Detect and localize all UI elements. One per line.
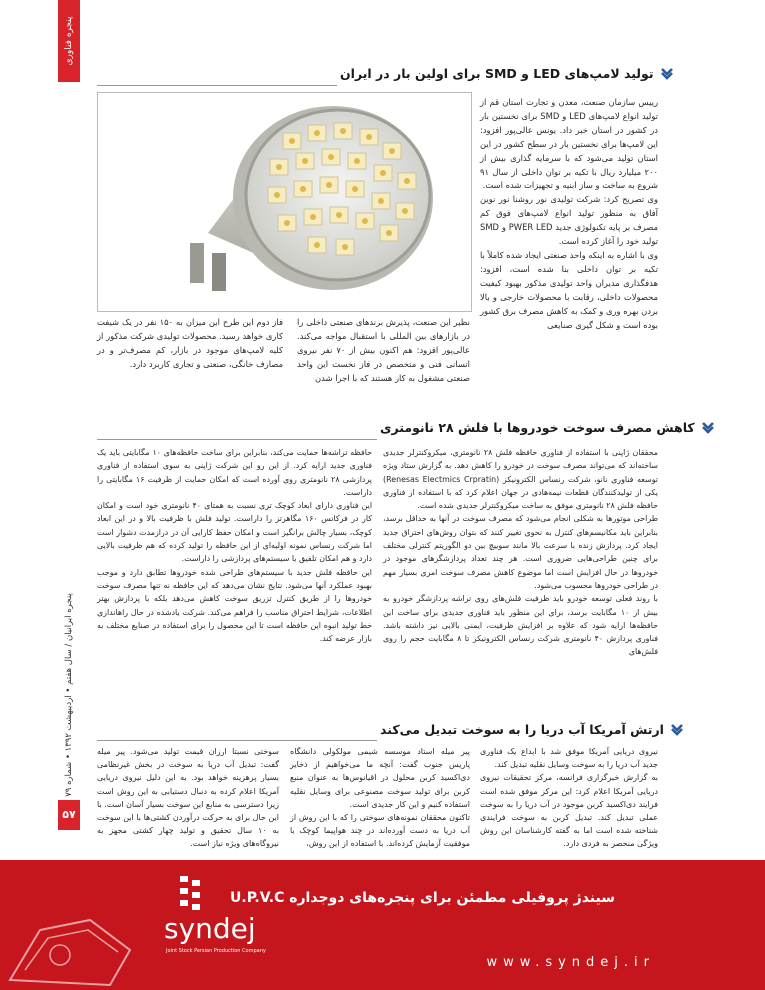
chevron-down-icon	[701, 420, 715, 434]
ad-website: www.syndej.ir	[486, 955, 655, 970]
logo-subtitle: Joint Stock Persian Production Company	[166, 948, 266, 954]
article1-column-right: رییس سازمان صنعت، معدن و تجارت استان قم از تولید انواع لامپ‌های LED و SMD برای نخستین بار در کشور در استان خبر داد. یونس عالی‌پور افزود: این لامپ‌ها برای نخستین بار در سطح کشور در این استان تولید می‌شود که با سرمایه گذاری بیش از ۲۰۰ میلیارد ریال با تکیه بر توان داخلی از سال ۹۱ شروع به ساخت و ساز ابنیه و تجهیزات شده است. وی تصریح کرد: شرکت تولیدی نور روشنا نور نوین آفاق به منظور تولید انواع لامپ‌های فوق کم مصرف بر پایه تکنولوژی جدید PWER LED و SMD تولید خود را آغاز کرده است. وی با اشاره به اینکه واحد صنعتی ایجاد شده کاملاً با تکیه بر توان داخلی بنا شده است، افزود: هدفگذاری مدیران واحد تولیدی مذکور بهبود کیفیت محصولات داخلی، رقابت با محصولات خارجی و بالا بردن بهره وری و کمک به کاهش مصرف برق کشور بوده است و شکل گیری صنایعی	[480, 97, 658, 330]
section-tab-label: پنجره فناوری	[64, 16, 74, 66]
led-lamp-image	[98, 93, 471, 311]
syndej-logo	[150, 872, 266, 978]
chevron-down-icon	[670, 722, 684, 736]
page-number: ۵۷	[58, 800, 80, 830]
article3-column-middle: پیر میله استاد موسسه شیمی مولکولی دانشگاه پاریس جنوب گفت: آنچه ما می‌خواهیم از ذخایر دی‌اکسید کربن محلول در اقیانوس‌ها به عنوان منبع کربن برای تولید سوخت مصنوعی برای وسایل نقلیه استفاده کنیم و این کار جدیدی است. تاکنون محققان نمونه‌های سوختی را که با این روش از آب دریا به دست آورده‌اند در چند هواپیما کوچک با موفقیت آزمایش کرده‌اند. با استفاده از این روش،	[290, 747, 470, 849]
chevron-down-icon	[660, 66, 674, 80]
section-tab	[58, 0, 80, 82]
issue-reference-text: پنجره ایرانیان / سال هفتم • اردیبهشت ۱۳۹۲ • شماره ۷۹	[64, 593, 74, 797]
logo-mark-icon	[170, 872, 230, 912]
issue-reference	[58, 593, 80, 797]
article3-title: ارتش آمریکا آب دریا را به سوخت تبدیل می‌کند	[380, 721, 664, 737]
article1-column-left: فاز دوم این طرح این میزان به ۱۵۰ نفر در یک شیفت کاری خواهد رسید. محصولات تولیدی شرکت مذکور از کلیه لامپ‌های موجود در بازار، کم مصرف‌تر و در مصارف خانگی، صنعتی و تجاری کاربرد دارد.	[97, 317, 283, 369]
divider	[97, 439, 377, 440]
logo-name: syndej	[164, 912, 256, 945]
article2-title: کاهش مصرف سوخت خودروها با فلش ۲۸ نانومتری	[380, 419, 695, 435]
article3-column-left: سوختی نسبتا ارزان قیمت تولید می‌شود. پیر میله گفت: تبدیل آب دریا به سوخت در بخش غیرنظامی بسیار پرهزینه خواهد بود. به این دلیل نیروی دریایی آمریکا اعلام کرده به دنبال دستیابی به این روش است زیرا دسترسی به منابع این سوخت بسیار آسان است. با این حال برای به حرکت درآوردن کشتی‌ها با این سوخت به ۱۰ سال تحقیق و تولید چهار کشتی مجهز به نیروگاه‌های ویژه نیاز است.	[97, 747, 279, 849]
divider	[97, 740, 377, 741]
window-profile-graphic	[0, 860, 160, 990]
article3-heading	[380, 718, 664, 740]
article2-column-right: محققان ژاپنی با استفاده از فناوری حافظه فلش ۲۸ نانومتری، میکروکنترلر جدیدی ساخته‌اند که می‌تواند مصرف سوخت در خودرو را کاهش دهد. به گزارش ستاد ویژه توسعه فناوری نانو، شرکت رنساس الکترونیکز (Renesas Electmics Crpratin) یکی از تولیدکنندگان قطعات نیمه‌هادی در جهان اعلام کرد که با استفاده از فناوری حافظه فلش ۲۸ نانومتری موفق به ساخت میکروکنترلر جدیدی شده است. طراحی موتورها به شکلی انجام می‌شود که مصرف سوخت در آنها به حداقل برسد، بنابراین باید مکانیسم‌های کنترل به نحوی تغییر کنند که بتوان روش‌های احتراق جدید ایجاد کرد. پردازش زنده با سرعت بالا مانند سوییچ بین دو الگوریتم کنترلی مختلف برای چنین طراحی‌هایی ضروری است. هر چند تعداد پردازشگرهای موجود در خودروها در حال افزایش است اما موضوع کاهش مصرف سوخت امری بسیار مهم در طراحی خودروها محسوب می‌شود. با روند فعلی توسعه خودرو باید ظرفیت فلش‌های روی تراشه پردازشگر خودرو به بیش از ۱۰ مگابایت برسد، برای این منظور باید فناوری جدیدی برای ساخت این حافظه‌ها ارایه شود که علاوه بر افزایش ظرفیت، ایمنی بالایی نیز داشته باشد. فناوری پردازش ۴۰ نانومتری شرکت رنساس الکترونیکز تا ۸ مگابایت حجم را روی فلش‌های	[383, 448, 659, 657]
article1-title: تولید لامپ‌های LED و SMD برای اولین بار در ایران	[340, 65, 654, 81]
article1-heading	[340, 62, 658, 84]
ad-tagline: سیندژ پروفیلی مطمئن برای پنجره‌های دوجداره U.P.V.C	[230, 890, 615, 906]
article2-column-left: حافظه تراشه‌ها حمایت می‌کند، بنابراین برای ساخت حافظه‌های ۱۰ مگابایتی باید یک فناوری جدید ارایه کرد. از این رو این شرکت ژاپنی به سوی استفاده از فناوری پردازشی ۲۸ نانومتری روی آورده است که امکان حمایت از ظرفیت ۱۶ مگابایتی را داراست. این فناوری دارای ابعاد کوچک تری نسبت به همتای ۴۰ نانومتری خود است و امکان کار در فرکانس ۱۶۰ مگاهرتز را داراست. تولید فلش با ظرفیت بالا و در این ابعاد کوچک، بسیار چالش برانگیز است و امکان حفظ کارایی آن در درازمدت دشوار است اما شرکت رنساس نمونه اولیه‌ای از این حافظه را تولید کرده که هم ظرفیت بالایی دارد و هم امکان تلفیق با سیستم‌های پردازشی را داراست. این حافظه فلش جدید با سیستم‌های طراحی شده خودروها تطابق دارد و موجب بهبود عملکرد آنها می‌شود. نتایج نشان می‌دهد که این حافظه نه تنها مصرف سوخت خودروها را از طریق کنترل تزریق سوخت کاهش می‌دهد بلکه با پردازش بهتر اطلاعات، شرایط احتراق مناسب را فراهم می‌کند. شرکت یادشده در حال راهاندازی خط تولید انبوه این حافظه است تا این محصول را برای استفاده در صنایع مختلف به بازار عرضه کند.	[97, 448, 373, 644]
article3-column-right: نیروی دریایی آمریکا موفق شد با ابداع یک فناوری جدید آب دریا را به سوخت وسایل نقلیه تبدیل کند. به گزارش خبرگزاری فرانسه، مرکز تحقیقات نیروی دریایی آمریکا اعلام کرد: این مرکز موفق شده است فرایند دی‌اکسید کربن موجود در آب دریا را به سوخت عملی تبدیل کند. تبدیل کربن به سوخت فرایندی شناخته شده است اما به گفته کارشناسان این روش ویژگی منحصر به فردی دارد.	[480, 747, 658, 849]
article1-column-middle: نظیر این صنعت، پذیرش برندهای صنعتی داخلی را در بازارهای بین المللی با استقبال مواجه می‌کند. عالی‌پور افزود: هم اکنون بیش از ۷۰ نفر نیروی انسانی فنی و متخصص در فاز نخست این واحد صنعتی مشغول به کار هستند که با اجرا شدن	[297, 317, 470, 383]
led-lamp-photo	[97, 92, 472, 312]
article2-heading	[380, 416, 695, 438]
divider	[97, 85, 337, 86]
